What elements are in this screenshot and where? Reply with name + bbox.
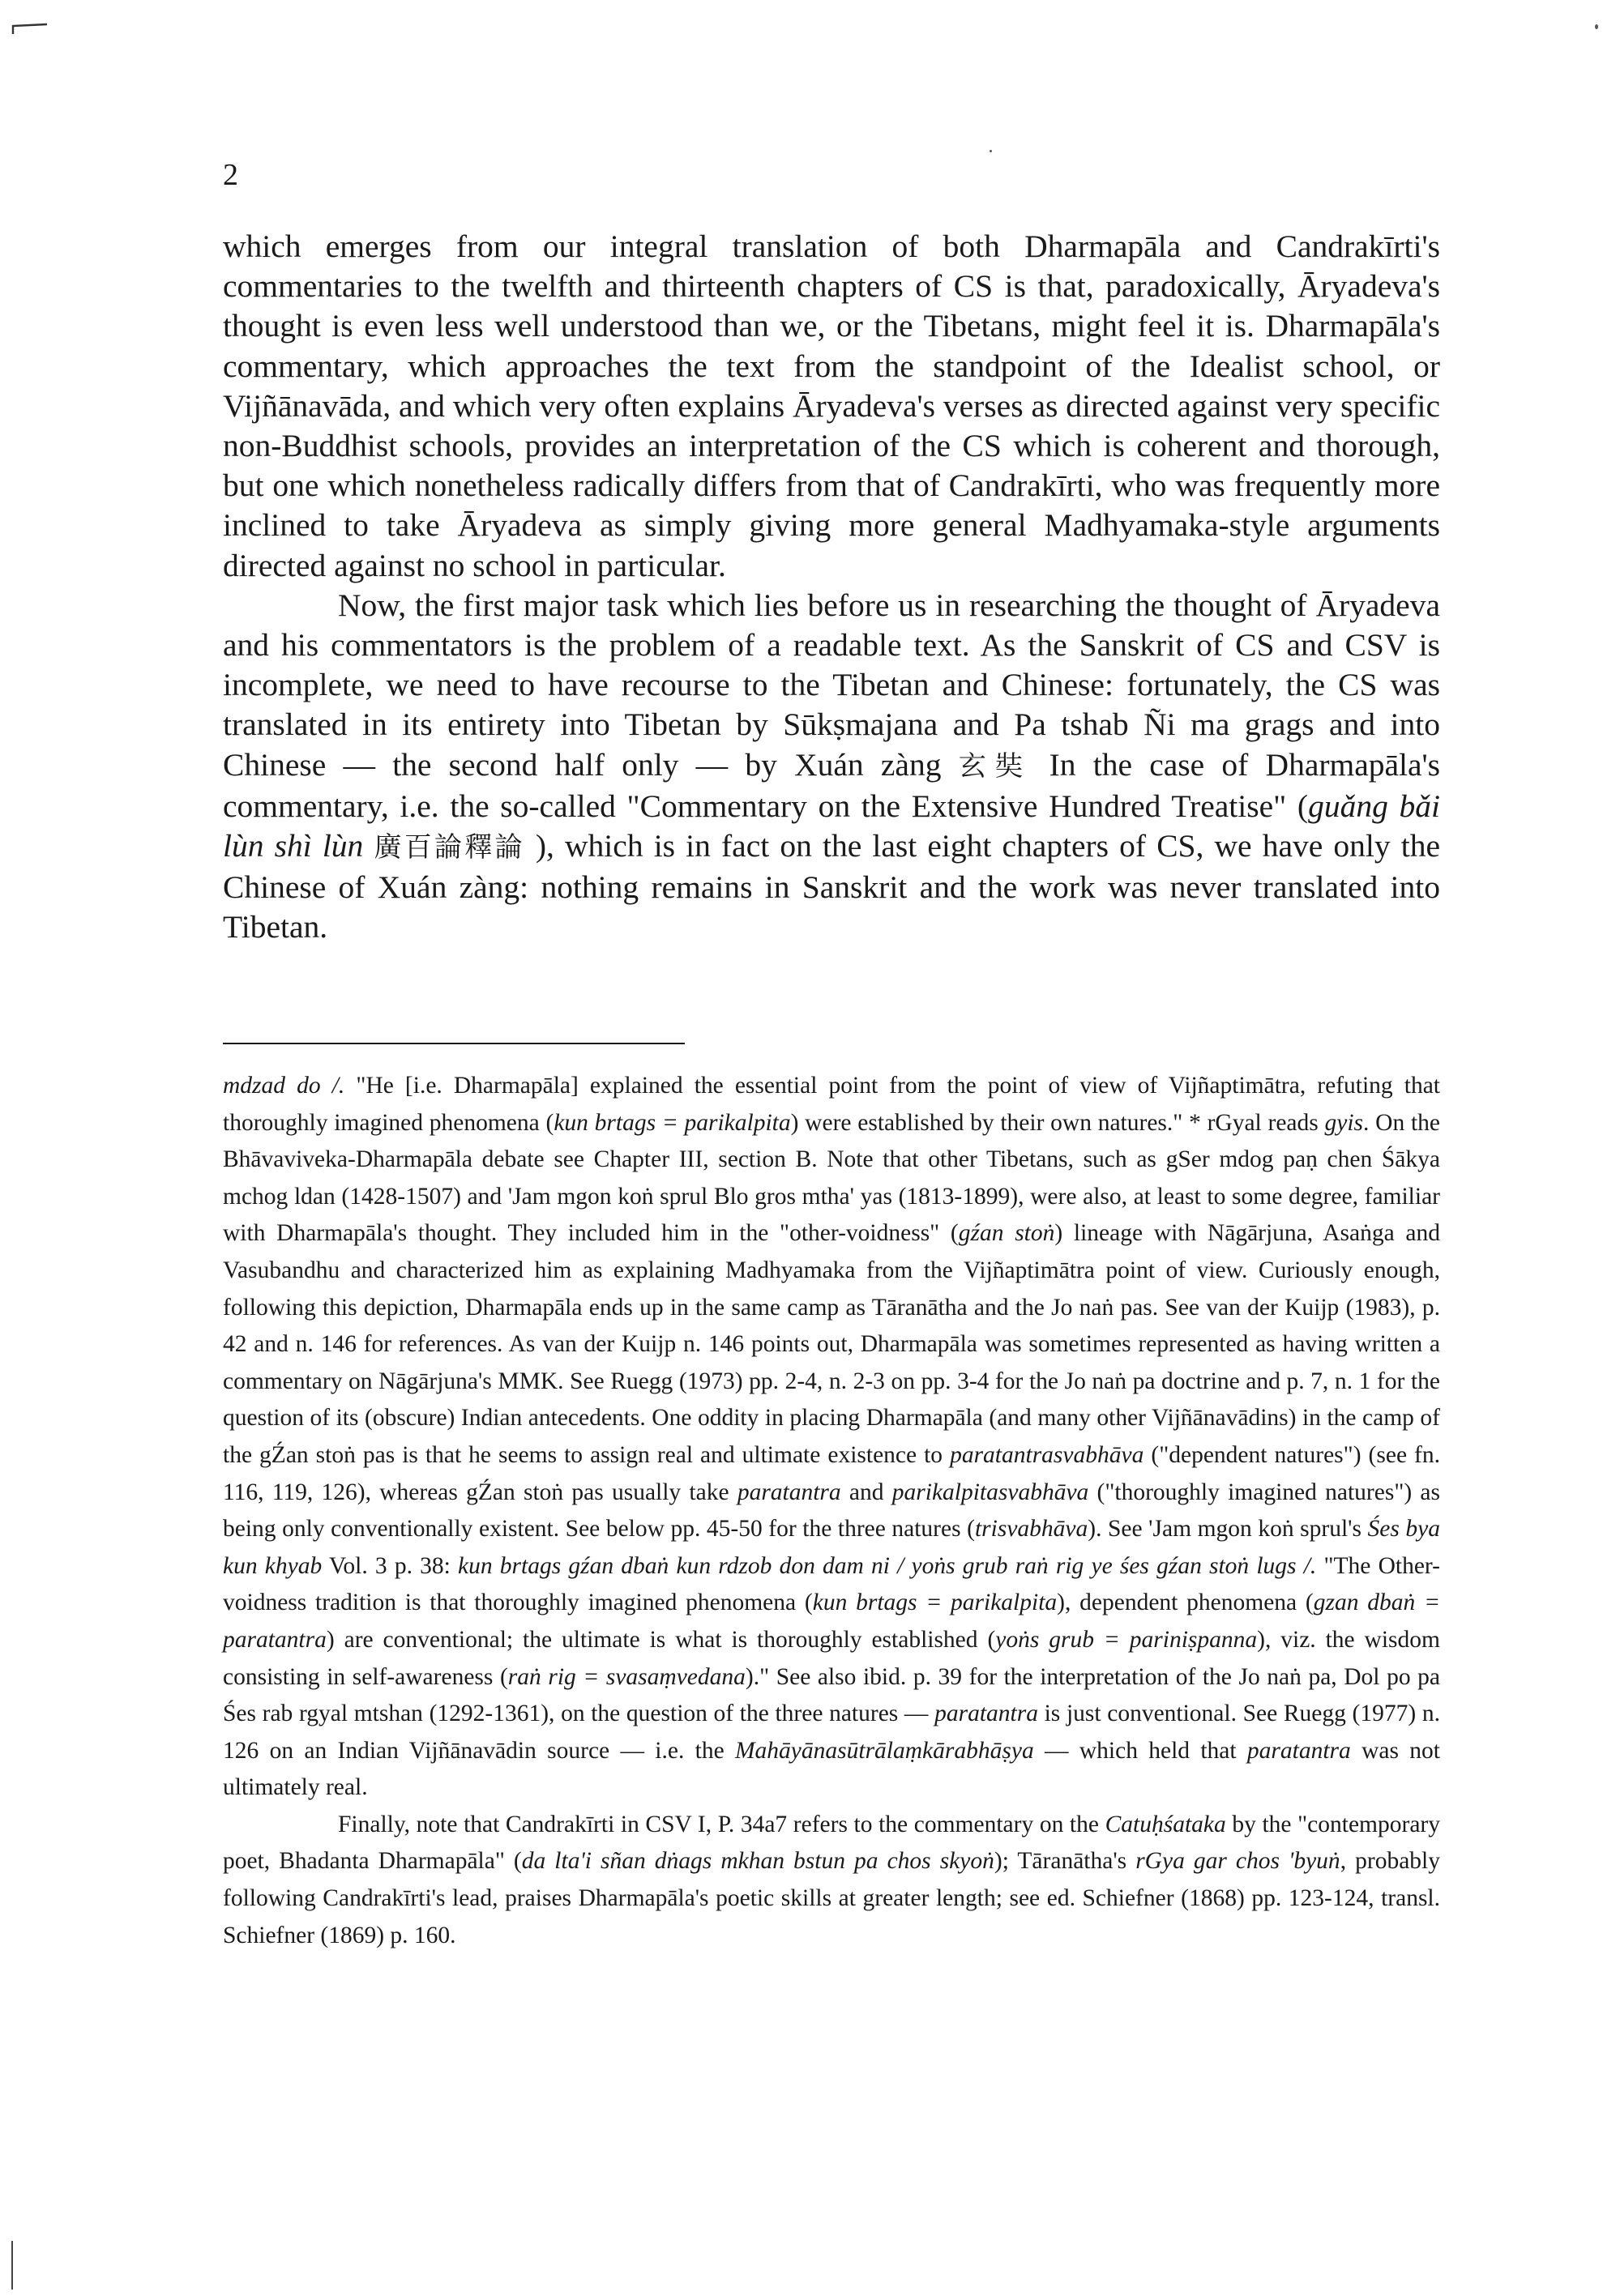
italic-text: yoṅs grub = pariniṣpanna — [995, 1626, 1258, 1653]
body-paragraph — [223, 586, 1440, 948]
text-run: ) are conventional; the ultimate is what is thoroughly established ( — [326, 1626, 996, 1653]
scan-speck — [990, 150, 992, 152]
text-run: ), which is in fact on the last eight chapters of CS, we have only the Chinese of Xuán zàng: nothing remains in Sanskrit and the work was never translated into Tibetan. — [223, 828, 1441, 945]
italic-text: da lta'i sñan dṅags mkhan bstun pa chos skyoṅ — [521, 1848, 994, 1875]
text-run: ), viz. the wisdom consisting in self-awareness ( — [223, 1626, 1440, 1690]
italic-text: rGya gar chos 'byuṅ — [1135, 1848, 1340, 1875]
text-run: by the "contemporary poet, Bhadanta Dharmapāla" ( — [223, 1811, 1440, 1875]
corner-mark — [11, 23, 49, 36]
italic-text: kun brtags = parikalpita — [812, 1590, 1058, 1616]
text-run: and — [840, 1479, 892, 1505]
text-run: ); Tāranātha's — [994, 1848, 1136, 1875]
italic-text: kun brtags gźan dbaṅ kun rdzob don dam ni / yoṅs grub raṅ rig ye śes gźan stoṅ lugs /. — [458, 1552, 1317, 1579]
italic-text: raṅ rig = svasaṃvedana — [507, 1663, 746, 1690]
italic-text: paratantra — [934, 1701, 1038, 1727]
text-run: is just conventional. See Ruegg (1977) n. 126 on an Indian Vijñānavādin source — i.e. the — [223, 1701, 1440, 1764]
text-run: was not ultimately real. — [223, 1737, 1440, 1801]
text-run: ), dependent phenomena ( — [1057, 1590, 1314, 1616]
italic-text: Mahāyānasūtrālaṃkārabhāṣya — [734, 1737, 1034, 1764]
text-run: "The Other-voidness tradition is that thoroughly imagined phenomena ( — [223, 1552, 1440, 1616]
italic-text: Catuḥśataka — [1105, 1811, 1226, 1837]
main-text — [223, 227, 1440, 948]
text-run: . On the Bhāvaviveka-Dharmapāla debate see Chapter III, section B. Note that other Tibetans, such as gSer mdog paṇ chen Śākya mchog ldan (1428-1507) and 'Jam mgon koṅ sprul Blo gros mtha' yas (1813-1899), were also, at least to some degree, familiar with Dharmapāla's thought. They included him in the "other-voidness" ( — [223, 1109, 1441, 1247]
text-run: Vol. 3 p. 38: — [322, 1552, 459, 1579]
body-paragraph: which emerges from our integral translation of both Dharmapāla and Candrakīrti's commentaries to the twelfth and thirteenth chapters of CS is that, paradoxically, Āryadeva's thought is even less well understood than we, or the Tibetans, might feel it is. Dharmapāla's commentary, which approaches the text from the standpoint of the Idealist school, or Vijñānavāda, and which very often explains Āryadeva's verses as directed against very specific non-Buddhist schools, provides an interpretation of the CS which is coherent and thorough, but one which nonetheless radically differs from that of Candrakīrti, who was frequently more inclined to take Āryadeva as simply giving more general Madhyamaka-style arguments directed against no school in particular. — [223, 228, 1440, 583]
chinese-title: 廣百論釋論 — [374, 831, 525, 864]
page-number: 2 — [223, 158, 238, 192]
italic-text: parikalpitasvabhāva — [891, 1479, 1089, 1505]
footnote-paragraph — [223, 1068, 1440, 1807]
scan-speck — [1595, 24, 1598, 29]
italic-text: paratantrasvabhāva — [950, 1441, 1144, 1468]
text-run: ). See 'Jam mgon koṅ sprul's — [1088, 1516, 1368, 1543]
italic-text: trisvabhāva — [974, 1516, 1088, 1543]
text-run: , probably following Candrakīrti's lead, praises Dharmapāla's poetic skills at greater length; see ed. Schiefner (1868) pp. 123-124, transl. Schiefner (1869) p. 160. — [223, 1848, 1440, 1948]
footnote-block — [223, 1068, 1440, 1954]
footnote-paragraph — [223, 1807, 1440, 1954]
text-run: — which held that — [1033, 1737, 1247, 1764]
chinese-name-xuanzang: 玄奘 — [958, 749, 1032, 783]
footnote-separator — [223, 1043, 685, 1044]
text-run: ("thoroughly imagined natures") as being only conventionally existent. See below pp. 45-50 for the three natures ( — [223, 1479, 1441, 1543]
italic-text: paratantra — [1246, 1737, 1351, 1764]
text-run: "He [i.e. Dharmapāla] explained the essential point from the point of view of Vijñaptimātra, refuting that thoroughly imagined phenomena ( — [223, 1073, 1440, 1136]
text-run: ("dependent natures") (see fn. 116, 119, 126), whereas gŹan stoṅ pas usually take — [223, 1441, 1441, 1505]
text-run: In the case of Dharmapāla's commentary, i.e. the so-called "Commentary on the Extensive Hundred Treatise" ( — [223, 746, 1441, 824]
text-run: Finally, note that Candrakīrti in CSV I, P. 34a7 refers to the commentary on the — [338, 1811, 1105, 1837]
italic-text: mdzad do /. — [223, 1073, 345, 1099]
italic-text: paratantra — [737, 1479, 841, 1505]
pinyin-title: guǎng bǎi lùn shì lùn — [223, 787, 1440, 864]
text-run: )." See also ibid. p. 39 for the interpretation of the Jo naṅ pa, Dol po pa Śes rab rgyal mtshan (1292-1361), on the question of the three natures — — [223, 1663, 1441, 1727]
text-run: ) were established by their own natures." * rGyal reads — [790, 1109, 1325, 1136]
italic-text: gźan stoṅ — [958, 1220, 1055, 1247]
italic-text: kun brtags = parikalpita — [554, 1109, 791, 1136]
italic-text: Śes bya kun khyab — [223, 1516, 1440, 1579]
text-run: ) lineage with Nāgārjuna, Asaṅga and Vasubandhu and characterized him as explaining Madhyamaka from the Vijñaptimātra point of view. Curiously enough, following this depiction, Dharmapāla ends up in the same camp as Tāranātha and the Jo naṅ pas. See van der Kuijp (1983), p. 42 and n. 146 for references. As van der Kuijp n. 146 points out, Dharmapāla was sometimes represented as having written a commentary on Nāgārjuna's MMK. See Ruegg (1973) pp. 2-4, n. 2-3 on pp. 3-4 for the Jo naṅ pa doctrine and p. 7, n. 1 for the question of its (obscure) Indian antecedents. One oddity in placing Dharmapāla (and many other Vijñānavādins) in the camp of the gŹan stoṅ pas is that he seems to assign real and ultimate existence to — [223, 1220, 1440, 1468]
italic-text: gzan dbaṅ = paratantra — [223, 1590, 1440, 1653]
text-run: Now, the first major task which lies before us in researching the thought of Āryadeva and his commentators is the problem of a readable text. As the Sanskrit of CS and CSV is incomplete, we need to have recourse to the Tibetan and Chinese: fortunately, the CS was translated in its entirety into Tibetan by Sūkṣmajana and Pa tshab Ñi ma grags and into Chinese — the second half only — by Xuán zàng — [223, 587, 1440, 783]
edge-mark — [11, 2241, 13, 2290]
italic-text: gyis — [1324, 1109, 1364, 1136]
